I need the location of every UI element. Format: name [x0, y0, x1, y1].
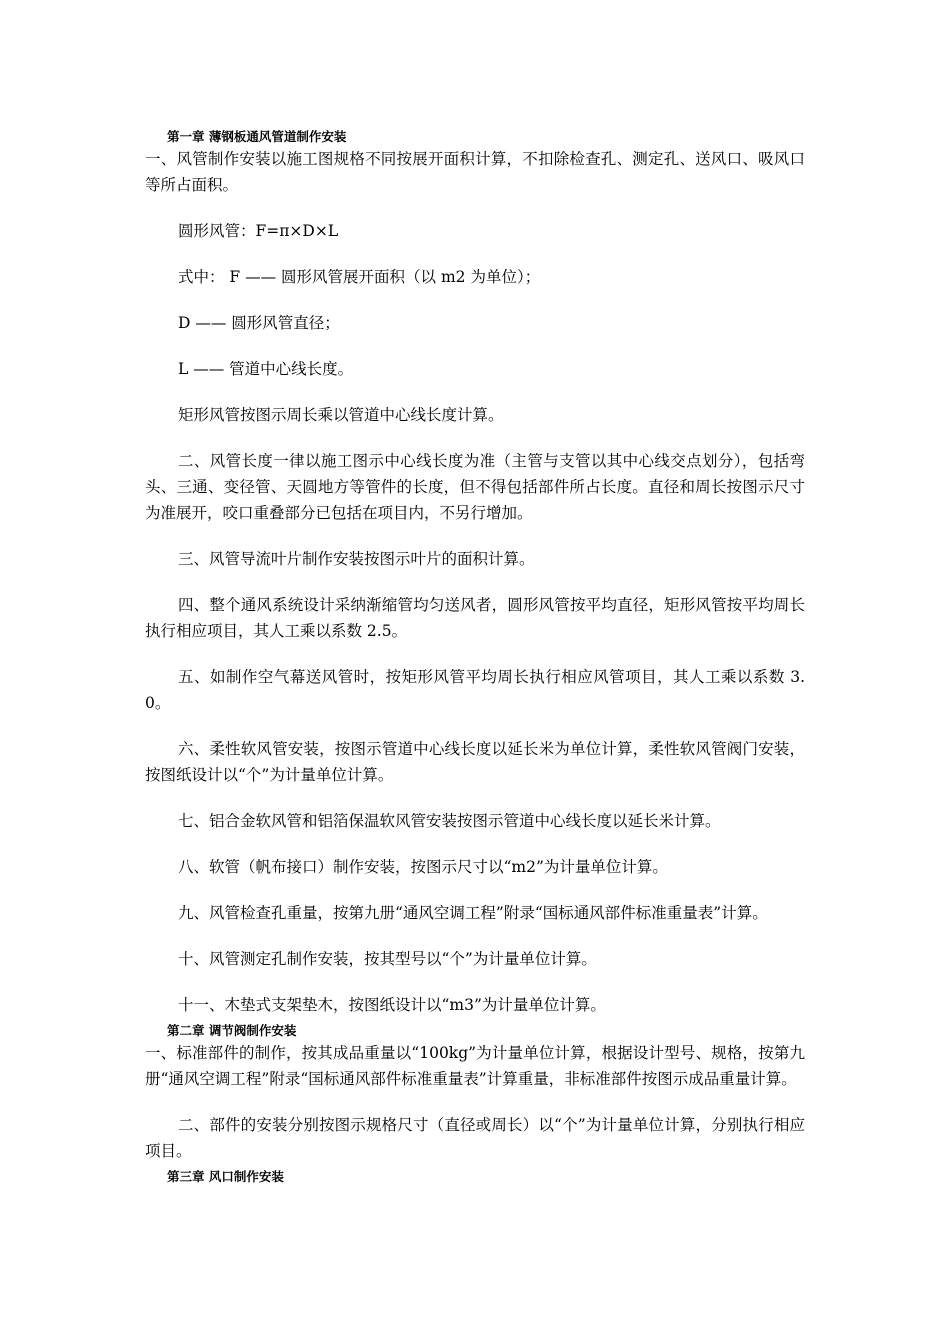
chapter1-formula-note-f: 式中： F —— 圆形风管展开面积（以 m2 为单位）； — [178, 268, 541, 286]
chapter1-paragraph-9: 九、风管检查孔重量，按第九册“通风空调工程”附录“国标通风部件标准重量表”计算。 — [178, 904, 768, 922]
chapter1-heading: 第一章 薄钢板通风管道制作安装 — [167, 129, 347, 144]
chapter1-paragraph-3: 三、风管导流叶片制作安装按图示叶片的面积计算。 — [178, 550, 535, 568]
chapter2-paragraph-1: 一、标准部件的制作，按其成品重量以“100kg”为计量单位计算，根据设计型号、规格，按第九册“通风空调工程”附录“国标通风部件标准重量表”计算重量，非标准部件按图示成品重量计算。 — [145, 1044, 805, 1088]
document-body — [145, 128, 805, 1186]
chapter1-paragraph-7: 七、铝合金软风管和铝箔保温软风管安装按图示管道中心线长度以延长米计算。 — [178, 812, 721, 830]
chapter1-formula: 圆形风管：F=π×D×L — [178, 222, 339, 240]
chapter1-paragraph-8: 八、软管（帆布接口）制作安装，按图示尺寸以“m2”为计量单位计算。 — [178, 858, 668, 876]
chapter1-paragraph-6: 六、柔性软风管安装，按图示管道中心线长度以延长米为单位计算，柔性软风管阀门安装，按图纸设计以“个”为计量单位计算。 — [145, 740, 805, 784]
chapter1-paragraph-1: 一、风管制作安装以施工图规格不同按展开面积计算，不扣除检查孔、测定孔、送风口、吸风口等所占面积。 — [145, 150, 805, 194]
chapter1-paragraph-4: 四、整个通风系统设计采纳渐缩管均匀送风者，圆形风管按平均直径，矩形风管按平均周长执行相应项目，其人工乘以系数 2.5。 — [145, 596, 805, 640]
chapter2-paragraph-2: 二、部件的安装分别按图示规格尺寸（直径或周长）以“个”为计量单位计算，分别执行相应项目。 — [145, 1116, 805, 1160]
chapter1-paragraph-10: 十、风管测定孔制作安装，按其型号以“个”为计量单位计算。 — [178, 950, 597, 968]
chapter2-heading: 第二章 调节阀制作安装 — [167, 1023, 297, 1038]
chapter1-formula-note-l: L —— 管道中心线长度。 — [178, 360, 354, 378]
chapter1-paragraph-5: 五、如制作空气幕送风管时，按矩形风管平均周长执行相应风管项目，其人工乘以系数 3.0。 — [145, 668, 805, 712]
chapter1-paragraph-rect: 矩形风管按图示周长乘以管道中心线长度计算。 — [178, 406, 504, 424]
chapter3-heading: 第三章 风口制作安装 — [167, 1169, 284, 1184]
chapter1-paragraph-11: 十一、木垫式支架垫木，按图纸设计以“m3”为计量单位计算。 — [178, 996, 606, 1014]
chapter1-formula-note-d: D —— 圆形风管直径； — [178, 314, 340, 332]
chapter1-paragraph-2: 二、风管长度一律以施工图示中心线长度为准（主管与支管以其中心线交点划分），包括弯头、三通、变径管、天圆地方等管件的长度，但不得包括部件所占长度。直径和周长按图示尺寸为准展开，咬口重叠部分已包括在项目内，不另行增加。 — [145, 452, 805, 522]
